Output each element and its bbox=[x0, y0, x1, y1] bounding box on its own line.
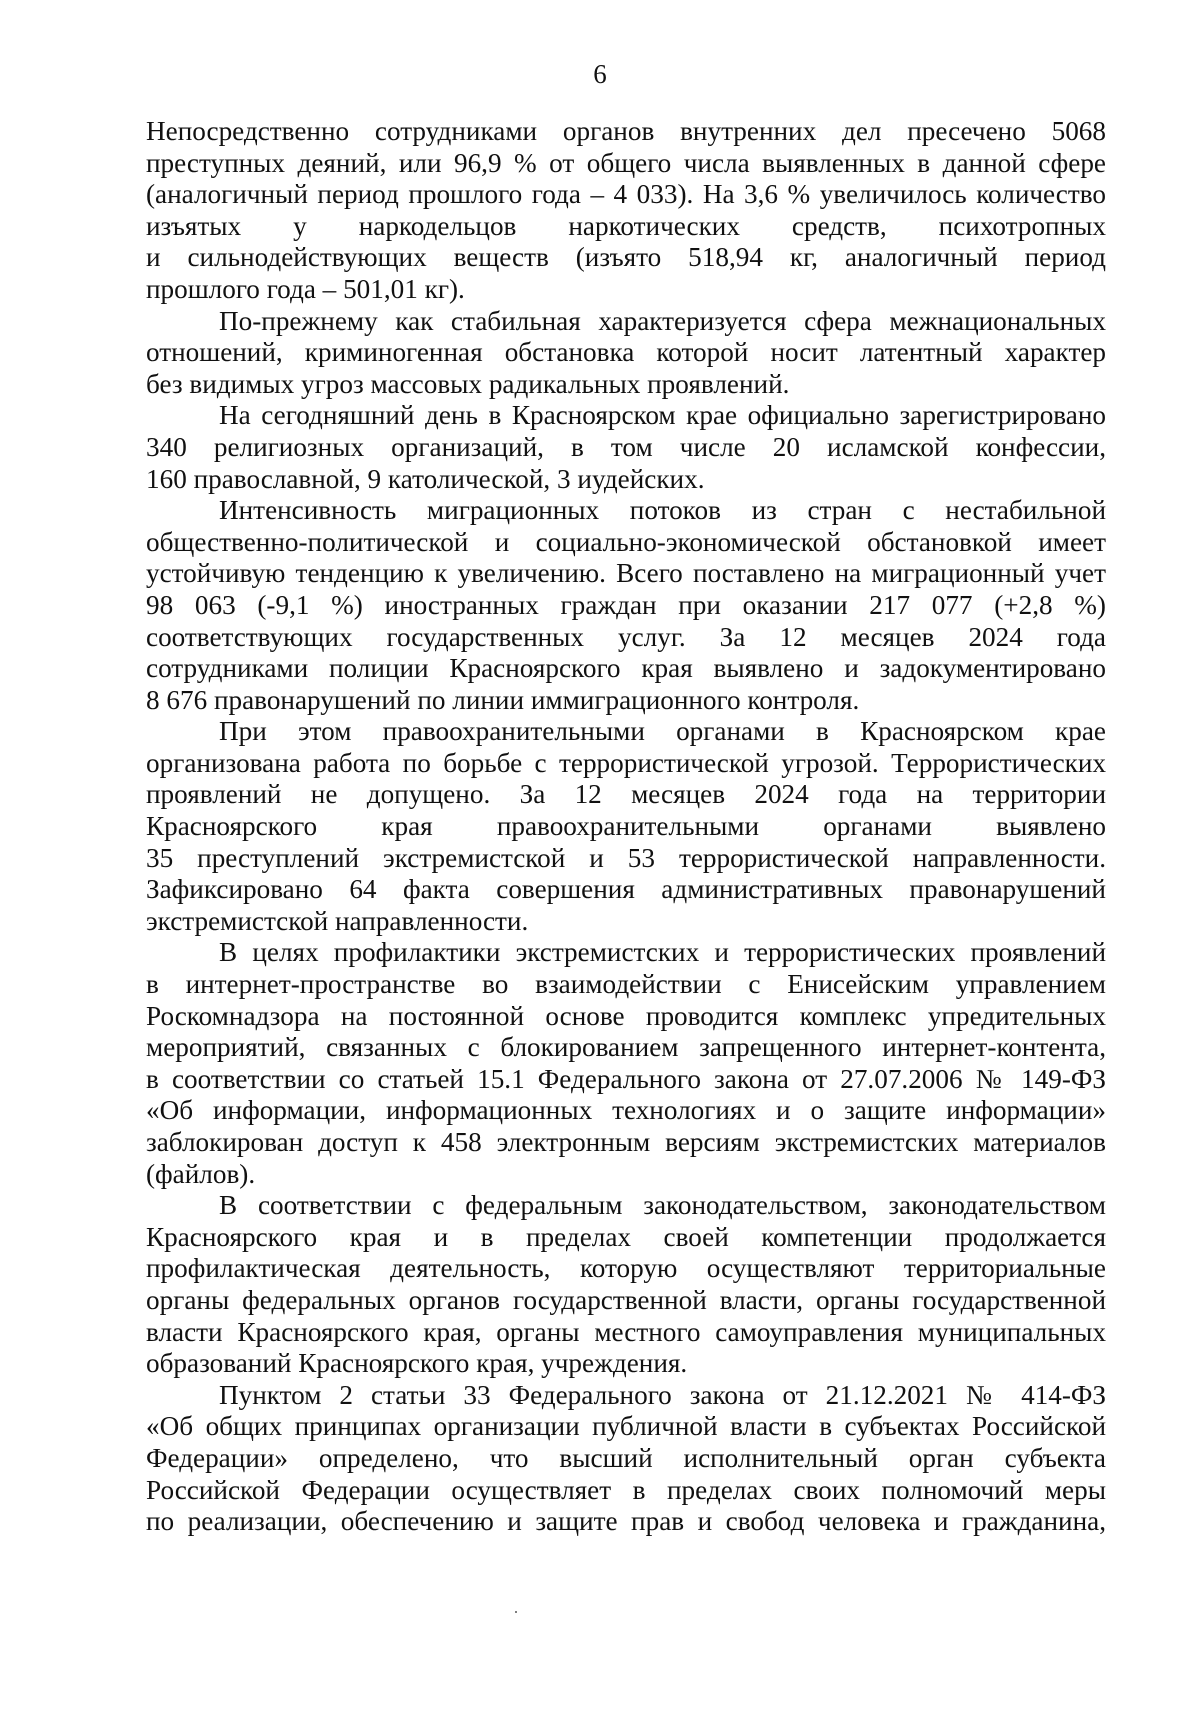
paragraph bbox=[146, 306, 1106, 401]
text-line: (файлов). bbox=[146, 1158, 256, 1189]
text-line: Федерации» определено, что высший исполнительный орган субъекта bbox=[146, 1442, 1106, 1473]
text-line: власти Красноярского края, органы местного самоуправления муниципальных bbox=[146, 1316, 1106, 1347]
page-number: 6 bbox=[593, 59, 607, 89]
text-line: Интенсивность миграционных потоков из стран с нестабильной bbox=[219, 495, 1106, 526]
text-line: профилактическая деятельность, которую осуществляют территориальные bbox=[146, 1253, 1106, 1284]
text-line: Пунктом 2 статьи 33 Федерального закона от 21.12.2021 № 414-ФЗ bbox=[219, 1379, 1106, 1410]
text-line: По-прежнему как стабильная характеризуется сфера межнациональных bbox=[219, 305, 1106, 336]
text-line: без видимых угроз массовых радикальных проявлений. bbox=[146, 368, 790, 399]
text-line: экстремистской направленности. bbox=[146, 905, 529, 936]
paragraph bbox=[146, 495, 1106, 716]
text-line: В соответствии с федеральным законодательством, законодательством bbox=[219, 1190, 1106, 1221]
text-line: органы федеральных органов государственной власти, органы государственной bbox=[146, 1284, 1106, 1315]
paragraph bbox=[146, 1190, 1106, 1380]
text-line: прошлого года – 501,01 кг). bbox=[146, 273, 465, 304]
text-line: в интернет-пространстве во взаимодействии с Енисейским управлением bbox=[146, 969, 1106, 1000]
paragraph bbox=[146, 716, 1106, 937]
text-line: 160 православной, 9 католической, 3 иудейских. bbox=[146, 463, 705, 494]
text-line: Зафиксировано 64 факта совершения административных правонарушений bbox=[146, 874, 1106, 905]
text-line: Красноярского края правоохранительными органами выявлено bbox=[146, 811, 1106, 842]
text-line: Красноярского края и в пределах своей компетенции продолжается bbox=[146, 1221, 1106, 1252]
text-line: Российской Федерации осуществляет в пределах своих полномочий меры bbox=[146, 1474, 1106, 1505]
text-line: заблокирован доступ к 458 электронным версиям экстремистских материалов bbox=[146, 1127, 1106, 1157]
text-line: Роскомнадзора на постоянной основе проводится комплекс упредительных bbox=[146, 1000, 1106, 1031]
text-line: При этом правоохранительными органами в Красноярском крае bbox=[219, 716, 1106, 747]
text-line: проявлений не допущено. За 12 месяцев 2024 года на территории bbox=[146, 779, 1106, 810]
text-line: мероприятий, связанных с блокированием запрещенного интернет-контента, bbox=[146, 1032, 1106, 1063]
text-line: образований Красноярского края, учреждения. bbox=[146, 1348, 688, 1379]
text-line: отношений, криминогенная обстановка которой носит латентный характер bbox=[146, 337, 1106, 368]
text-line: В целях профилактики экстремистских и террористических проявлений bbox=[219, 937, 1106, 968]
paragraph bbox=[146, 400, 1106, 495]
text-line: преступных деяний, или 96,9 % от общего числа выявленных в данной сфере bbox=[146, 147, 1106, 178]
text-line: (аналогичный период прошлого года – 4 033). На 3,6 % увеличилось количество bbox=[146, 179, 1106, 210]
paragraph bbox=[146, 937, 1106, 1190]
text-line: 8 676 правонарушений по линии иммиграционного контроля. bbox=[146, 684, 860, 715]
text-line: 340 религиозных организаций, в том числе 20 исламской конфессии, bbox=[146, 431, 1106, 462]
text-line: и сильнодействующих веществ (изъято 518,94 кг, аналогичный период bbox=[146, 242, 1106, 273]
document-body bbox=[146, 116, 1106, 1538]
text-line: устойчивую тенденцию к увеличению. Всего поставлено на миграционный учет bbox=[146, 558, 1106, 589]
text-line: организована работа по борьбе с террористической угрозой. Террористических bbox=[146, 747, 1106, 778]
text-line: «Об общих принципах организации публичной власти в субъектах Российской bbox=[146, 1411, 1106, 1442]
text-line: 98 063 (-9,1 %) иностранных граждан при оказании 217 077 (+2,8 %) bbox=[146, 589, 1106, 620]
text-line: изъятых у наркодельцов наркотических средств, психотропных bbox=[146, 210, 1106, 241]
text-line: общественно-политической и социально-экономической обстановкой имеет bbox=[146, 526, 1106, 557]
text-line: в соответствии со статьей 15.1 Федерального закона от 27.07.2006 № 149-ФЗ bbox=[146, 1063, 1106, 1094]
text-line: «Об информации, информационных технологиях и о защите информации» bbox=[146, 1095, 1106, 1126]
paragraph bbox=[146, 116, 1106, 306]
text-line: соответствующих государственных услуг. За 12 месяцев 2024 года bbox=[146, 621, 1106, 652]
text-line: Непосредственно сотрудниками органов внутренних дел пресечено 5068 bbox=[146, 116, 1106, 146]
text-line: 35 преступлений экстремистской и 53 террористической направленности. bbox=[146, 842, 1106, 873]
text-line: сотрудниками полиции Красноярского края выявлено и задокументировано bbox=[146, 653, 1106, 684]
paragraph bbox=[146, 1380, 1106, 1538]
text-line: На сегодняшний день в Красноярском крае официально зарегистрировано bbox=[219, 400, 1106, 431]
scan-speck bbox=[515, 1611, 517, 1613]
text-line: по реализации, обеспечению и защите прав и свобод человека и гражданина, bbox=[146, 1506, 1106, 1537]
